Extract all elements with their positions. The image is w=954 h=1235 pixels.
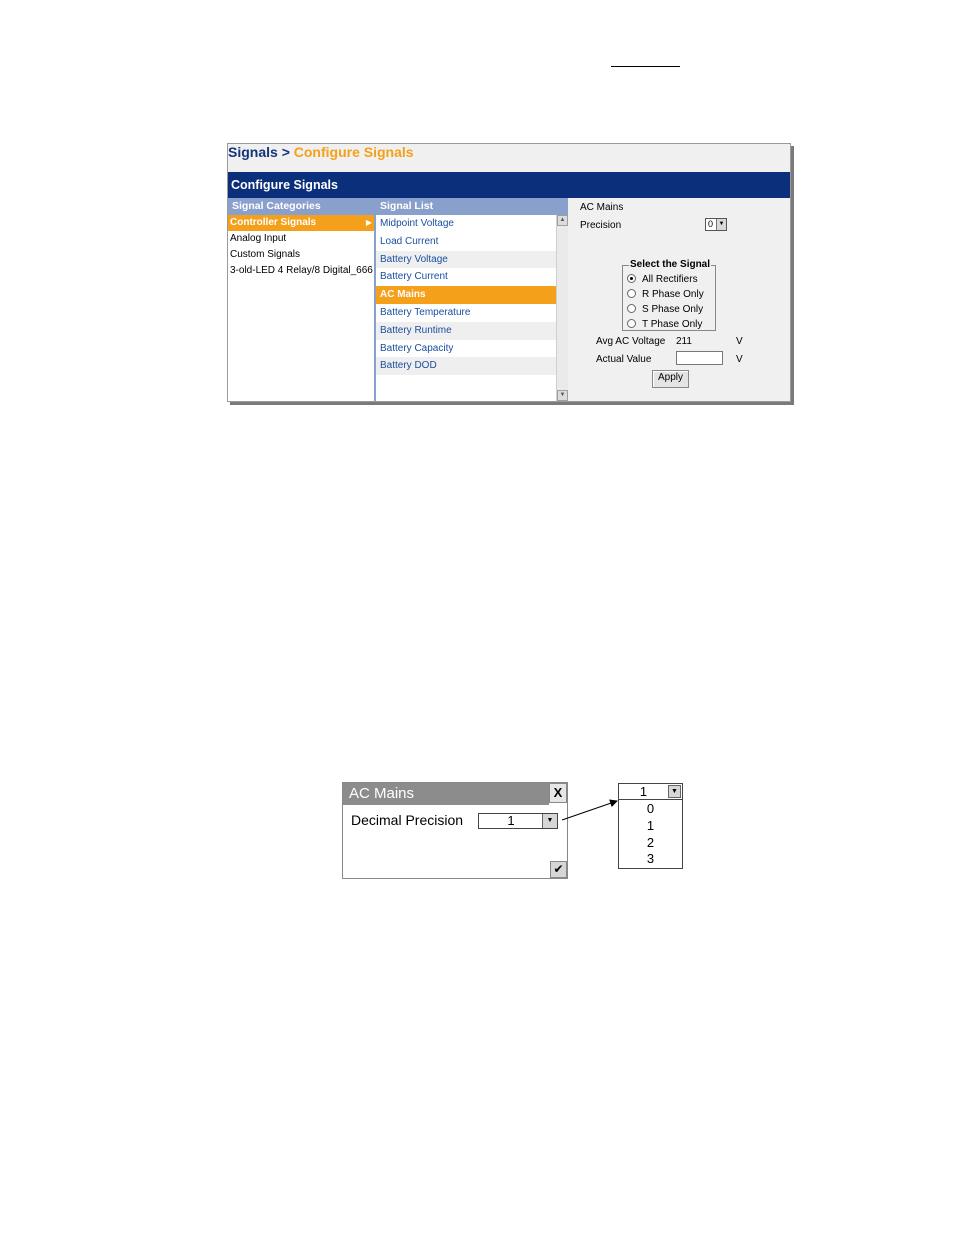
dropdown-option[interactable]: 2	[646, 835, 655, 850]
signal-list	[376, 215, 556, 375]
category-item-relay-digital[interactable]: 3-old-LED 4 Relay/8 Digital_666	[230, 265, 373, 276]
decimal-precision-select[interactable]	[478, 813, 558, 829]
triangle-right-icon: ▶	[365, 218, 372, 227]
signal-item-load-current[interactable]: Load Current	[380, 235, 439, 247]
radio-unchecked-icon[interactable]	[627, 319, 636, 328]
chevron-down-icon[interactable]: ▼	[542, 814, 557, 828]
scroll-up-icon[interactable]: ▲	[557, 215, 568, 226]
signal-list-header: Signal List	[376, 198, 568, 215]
dropdown-header[interactable]	[619, 784, 682, 800]
page-title-bar	[228, 172, 790, 198]
breadcrumb	[228, 144, 414, 160]
radio-checked-icon[interactable]	[627, 274, 636, 283]
radio-all-rectifiers[interactable]	[627, 274, 698, 285]
radio-label: All Rectifiers	[642, 274, 698, 285]
dropdown-option[interactable]: 1	[646, 818, 655, 833]
signal-item-battery-voltage[interactable]: Battery Voltage	[376, 251, 556, 269]
category-item-custom-signals[interactable]: Custom Signals	[230, 249, 301, 260]
configure-signals-panel	[227, 143, 791, 402]
breadcrumb-root[interactable]: Signals	[228, 144, 278, 160]
apply-button[interactable]: Apply	[652, 370, 689, 388]
signal-item-battery-capacity[interactable]: Battery Capacity	[380, 342, 454, 354]
radio-unchecked-icon[interactable]	[627, 289, 636, 298]
radio-unchecked-icon[interactable]	[627, 304, 636, 313]
chevron-down-icon[interactable]: ▼	[668, 785, 681, 798]
signal-list-scrollbar[interactable]	[556, 215, 568, 401]
scroll-down-icon[interactable]: ▼	[557, 390, 568, 401]
close-button[interactable]: X	[549, 783, 567, 803]
signal-categories-column	[228, 198, 376, 401]
detail-title: AC Mains	[580, 202, 624, 213]
actual-value-unit: V	[736, 354, 743, 365]
signal-item-battery-temperature[interactable]: Battery Temperature	[380, 306, 471, 318]
radio-label: R Phase Only	[642, 289, 704, 300]
signal-item-battery-dod[interactable]: Battery DOD	[376, 357, 556, 375]
category-item-controller-signals[interactable]	[228, 215, 374, 231]
radio-s-phase[interactable]	[627, 304, 703, 315]
signal-item-battery-runtime[interactable]: Battery Runtime	[376, 322, 556, 340]
top-link-underline	[611, 66, 680, 67]
decimal-precision-label: Decimal Precision	[351, 812, 464, 828]
precision-value: 0	[708, 219, 714, 229]
precision-dropdown-expanded	[618, 783, 683, 869]
signal-categories-header: Signal Categories	[228, 198, 374, 215]
category-item-analog-input[interactable]: Analog Input	[230, 233, 287, 244]
dialog-title: AC Mains	[343, 783, 549, 805]
chevron-down-icon[interactable]: ▼	[716, 219, 726, 230]
breadcrumb-current: Configure Signals	[293, 144, 414, 160]
signal-detail-panel	[568, 198, 790, 401]
signal-item-battery-current[interactable]: Battery Current	[380, 271, 448, 283]
ac-mains-dialog	[342, 782, 568, 879]
precision-select[interactable]	[705, 218, 727, 231]
radio-label: S Phase Only	[642, 304, 704, 315]
actual-value-label: Actual Value	[596, 354, 652, 365]
category-label: Controller Signals	[230, 217, 317, 228]
signal-item-ac-mains[interactable]: AC Mains	[376, 286, 556, 304]
precision-label: Precision	[580, 220, 622, 231]
avg-voltage-label: Avg AC Voltage	[596, 336, 666, 347]
radio-label: T Phase Only	[642, 319, 703, 330]
avg-voltage-unit: V	[736, 336, 743, 347]
signal-item-midpoint-voltage[interactable]: Midpoint Voltage	[380, 218, 454, 229]
select-signal-group	[622, 259, 716, 331]
radio-r-phase[interactable]	[627, 289, 704, 300]
signal-list-column	[376, 198, 568, 401]
breadcrumb-separator: >	[281, 144, 290, 160]
radio-t-phase[interactable]	[627, 319, 702, 330]
dropdown-option[interactable]: 0	[646, 801, 655, 816]
checkmark-icon[interactable]: ✔	[550, 861, 567, 878]
avg-voltage-value: 211	[676, 336, 692, 347]
actual-value-input[interactable]	[676, 351, 723, 365]
dropdown-option[interactable]: 3	[646, 851, 655, 866]
decimal-precision-value: 1	[507, 813, 515, 828]
page-title: Configure Signals	[231, 178, 338, 192]
dropdown-value: 1	[639, 784, 648, 799]
select-signal-legend: Select the Signal	[630, 259, 711, 270]
arrow-line	[562, 801, 617, 820]
